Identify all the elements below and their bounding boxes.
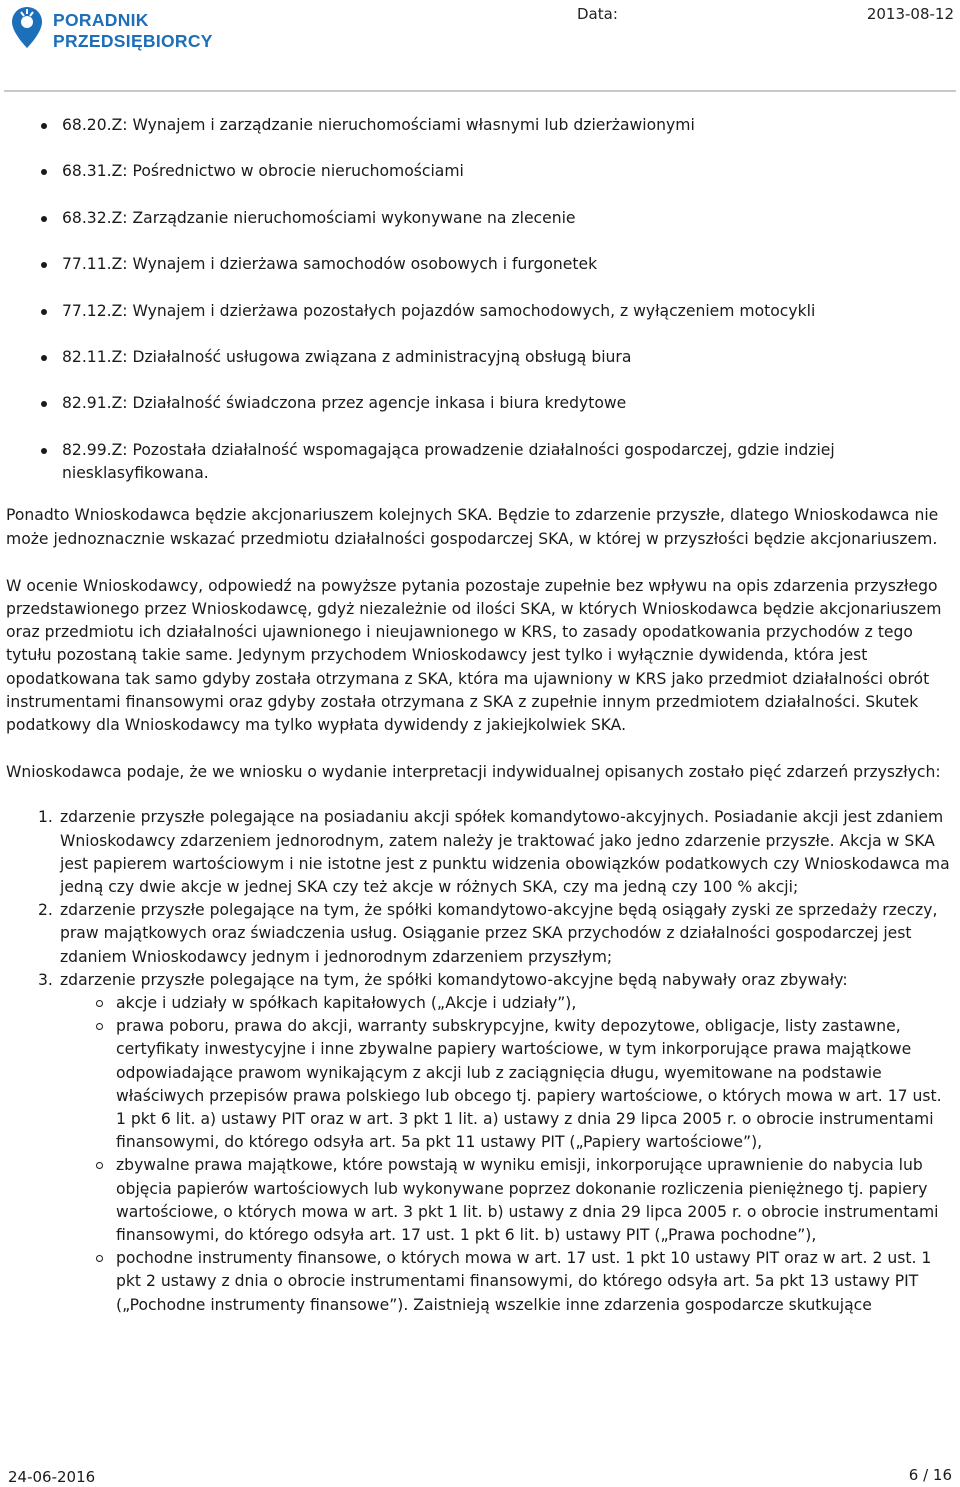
logo-line-2: PRZEDSIĘBIORCY [53,31,213,51]
list-item: 77.11.Z: Wynajem i dzierżawa samochodów osobowych i furgonetek [6,253,954,276]
list-number: 1. [38,808,53,827]
sub-list-item: zbywalne prawa majątkowe, które powstają w wyniku emisji, inkorporujące uprawnienie do nabycia lub objęcia papierów wartościowych lub wykonywane poprzez dokonanie rozliczenia pieniężnego tj. papiery wartościowe, o których mowa w art. 3 pkt 1 lit. b) ustawy z dnia 29 lipca 2005 r. o obrocie instrumentami finansowymi, do którego odsyła art. 17 ust. 1 pkt 6 lit. b) ustawy PIT („Prawa pochodne”), [6,1154,954,1247]
list-number: 2. [38,901,53,920]
list-item: 82.11.Z: Działalność usługowa związana z administracyjną obsługą biura [6,346,954,369]
events-list [6,806,954,1316]
list-item: 68.20.Z: Wynajem i zarządzanie nieruchomościami własnymi lub dzierżawionymi [6,114,954,137]
logo-line-1: PORADNIK [53,10,149,30]
list-item: 77.12.Z: Wynajem i dzierżawa pozostałych pojazdów samochodowych, z wyłączeniem motocykli [6,300,954,323]
date-value: 2013-08-12 [866,5,954,23]
location-pin-icon [10,6,44,50]
list-item [6,899,954,969]
list-item [6,806,954,899]
sub-list-item: prawa poboru, prawa do akcji, warranty subskrypcyjne, kwity depozytowe, obligacje, listy zastawne, certyfikaty inwestycyjne i inne zbywalne papiery wartościowe, w tym inkorporujące prawa majątkowe odpowiadające prawom wynikającym z akcji lub z zaciągnięcia długu, wyemitowane na podstawie właściwych przepisów prawa polskiego lub obcego tj. papiery wartościowe, o których mowa w art. 17 ust. 1 pkt 6 lit. a) ustawy PIT oraz w art. 3 pkt 1 lit. a) ustawy z dnia 29 lipca 2005 r. o obrocie instrumentami finansowymi, do którego odsyła art. 5a pkt 11 ustawy PIT („Papiery wartościowe”), [6,1015,954,1154]
sub-list [60,992,954,1317]
page-number: 6 / 16 [908,1466,952,1484]
list-item: 68.31.Z: Pośrednictwo w obrocie nieruchomościami [6,160,954,183]
nace-code-list [6,114,954,485]
sub-list-item: akcje i udziały w spółkach kapitałowych („Akcje i udziały”), [6,992,954,1015]
list-item-text: zdarzenie przyszłe polegające na posiadaniu akcji spółek komandytowo-akcyjnych. Posiadanie akcji jest zdaniem Wnioskodawcy zdarzeniem jednorodnym, zatem należy je traktować jako jedno zdarzenie przyszłe. Akcja w SKA jest papierem wartościowym i nie istotne jest z punktu widzenia obowiązków podatkowych czy Wnioskodawca ma jedną czy dwie akcje w jednej SKA czy też akcje w różnych SKA, czy ma jedną czy 100 % akcji; [60,808,950,896]
page-header [0,0,960,90]
list-item [6,969,954,1317]
document-body [6,114,954,1317]
paragraph: W ocenie Wnioskodawcy, odpowiedź na powyższe pytania pozostaje zupełnie bez wpływu na opis zdarzenia przyszłego przedstawionego przez Wnioskodawcę, gdyż niezależnie od ilości SKA, w których Wnioskodawca będzie akcjonariuszem oraz przedmiotu ich działalności ujawnionego i nieujawnionego w KRS, to zasady opodatkowania przychodów z tego tytułu pozostaną takie same. Jedynym przychodem Wnioskodawcy jest tylko i wyłącznie dywidenda, która jest opodatkowana tak samo gdyby została otrzymana z SKA, która ma ujawniony w KRS jako przedmiot działalności obrót instrumentami finansowymi oraz gdyby została otrzymana z SKA z zupełnie innym przedmiotem działalności. Skutek podatkowy dla Wnioskodawcy ma tylko wypłata dywidendy z jakiejkolwiek SKA. [6,576,942,734]
sub-list-item: pochodne instrumenty finansowe, o których mowa w art. 17 ust. 1 pkt 10 ustawy PIT oraz w art. 2 ust. 1 pkt 2 ustawy z dnia o obrocie instrumentami finansowymi, do którego odsyła art. 5a pkt 13 ustawy PIT („Pochodne instrumenty finansowe”). Zaistnieją wszelkie inne zdarzenia gospodarcze skutkujące [6,1247,954,1317]
list-number: 3. [38,970,53,989]
date-label: Data: [577,5,618,23]
list-item-text: zdarzenie przyszłe polegające na tym, że spółki komandytowo-akcyjne będą nabywały oraz zbywały: [60,970,848,989]
paragraph: Wnioskodawca podaje, że we wniosku o wydanie interpretacji indywidualnej opisanych zostało pięć zdarzeń przyszłych: [6,763,941,782]
list-item: 82.91.Z: Działalność świadczona przez agencje inkasa i biura kredytowe [6,392,954,415]
list-item: 82.99.Z: Pozostała działalność wspomagająca prowadzenie działalności gospodarczej, gdzie indziej niesklasyfikowana. [6,439,954,485]
paragraph: Ponadto Wnioskodawca będzie akcjonariuszem kolejnych SKA. Będzie to zdarzenie przyszłe, dlatego Wnioskodawca nie może jednoznacznie wskazać przedmiotu działalności gospodarczej SKA, w której w przyszłości będzie akcjonariuszem. [6,506,939,548]
logo[interactable] [8,4,238,54]
list-item-text: zdarzenie przyszłe polegające na tym, że spółki komandytowo-akcyjne będą osiągały zyski ze sprzedaży rzeczy, praw majątkowych oraz świadczenia usług. Osiąganie przez SKA przychodów z działalności gospodarczej jest zdaniem Wnioskodawcy jednym i jednorodnym zdarzeniem przyszłym; [60,901,938,966]
header-divider [4,90,956,92]
list-item: 68.32.Z: Zarządzanie nieruchomościami wykonywane na zlecenie [6,207,954,230]
footer-date: 24-06-2016 [8,1468,96,1486]
